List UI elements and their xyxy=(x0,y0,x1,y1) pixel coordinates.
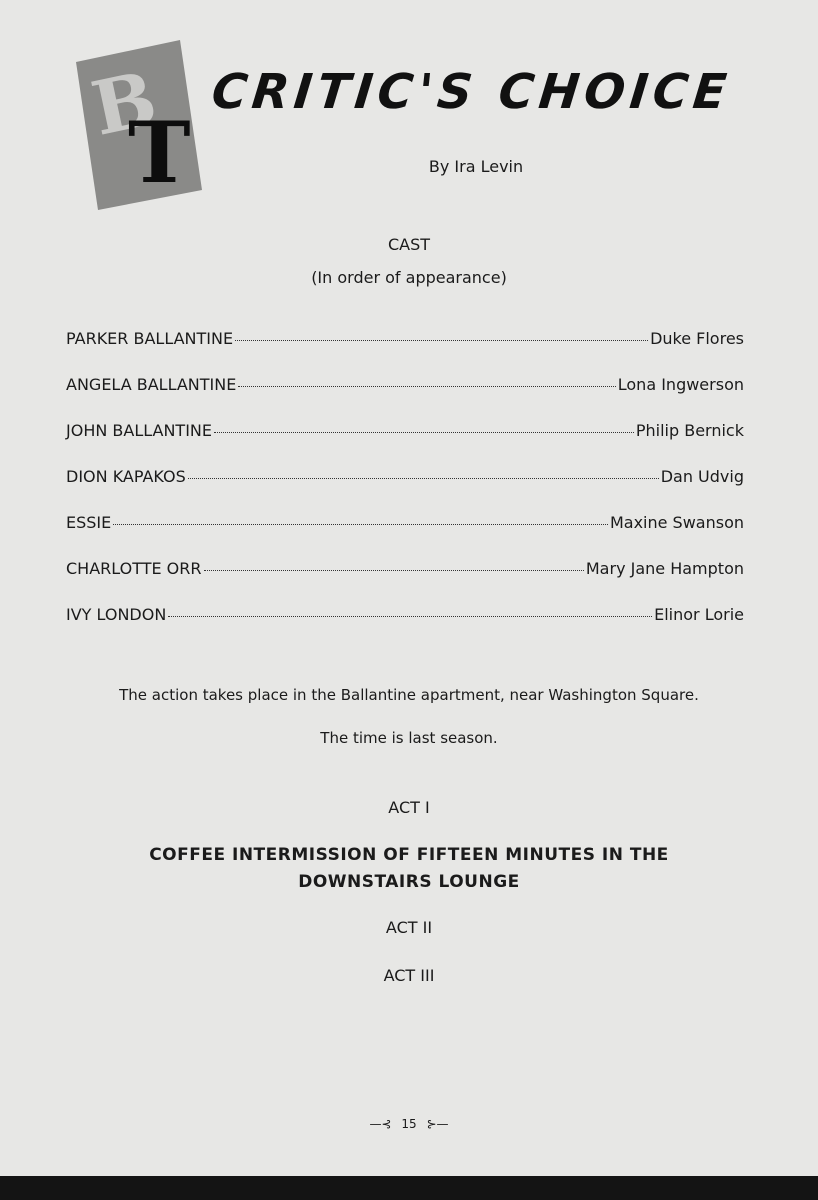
dot-leader xyxy=(204,570,584,571)
role-name: PARKER BALLANTINE xyxy=(66,329,234,348)
dot-leader xyxy=(168,616,652,617)
author-byline: By Ira Levin xyxy=(428,157,524,176)
role-name: CHARLOTTE ORR xyxy=(66,559,202,578)
role-name: ANGELA BALLANTINE xyxy=(66,375,237,394)
dot-leader xyxy=(113,524,608,525)
dot-leader xyxy=(238,386,615,387)
act-two: ACT II xyxy=(385,918,433,937)
role-name: JOHN BALLANTINE xyxy=(66,421,212,440)
intermission-line-1: COFFEE INTERMISSION OF FIFTEEN MINUTES IN THE xyxy=(149,845,669,865)
dot-leader xyxy=(235,340,648,341)
actor-name: Philip Bernick xyxy=(635,421,744,440)
setting-time: The time is last season. xyxy=(320,729,498,747)
role-name: ESSIE xyxy=(66,513,112,532)
actor-name: Mary Jane Hampton xyxy=(585,559,744,578)
dot-leader xyxy=(214,432,634,433)
act-one: ACT I xyxy=(388,798,430,817)
actor-name: Duke Flores xyxy=(650,329,744,348)
cast-row xyxy=(66,605,744,651)
dot-leader xyxy=(188,478,659,479)
role-name: DION KAPAKOS xyxy=(66,467,186,486)
cast-row xyxy=(66,329,744,375)
cast-row xyxy=(66,421,744,467)
bt-logo xyxy=(72,40,202,210)
intermission-line-2: DOWNSTAIRS LOUNGE xyxy=(298,872,520,892)
svg-text:B: B xyxy=(84,55,164,153)
play-title: CRITIC'S CHOICE xyxy=(209,64,734,120)
cast-row xyxy=(66,513,744,559)
cast-row xyxy=(66,467,744,513)
cast-list xyxy=(66,329,744,651)
svg-text:T: T xyxy=(128,103,191,202)
setting-location: The action takes place in the Ballantine apartment, near Washington Square. xyxy=(119,686,699,704)
cast-row xyxy=(66,559,744,605)
role-name: IVY LONDON xyxy=(66,605,167,624)
page-number: 15 xyxy=(401,1117,417,1131)
ornament-right-icon: ⊱— xyxy=(426,1117,449,1131)
cast-heading: CAST xyxy=(387,235,431,254)
cast-row xyxy=(66,375,744,421)
actor-name: Elinor Lorie xyxy=(654,605,744,624)
actor-name: Dan Udvig xyxy=(660,467,744,486)
ornament-left-icon: —⊰ xyxy=(369,1117,392,1131)
actor-name: Maxine Swanson xyxy=(609,513,744,532)
act-three: ACT III xyxy=(383,966,435,985)
scan-edge xyxy=(0,1176,818,1200)
cast-subheading: (In order of appearance) xyxy=(311,268,507,287)
actor-name: Lona Ingwerson xyxy=(617,375,744,394)
page-folio xyxy=(0,1117,818,1131)
